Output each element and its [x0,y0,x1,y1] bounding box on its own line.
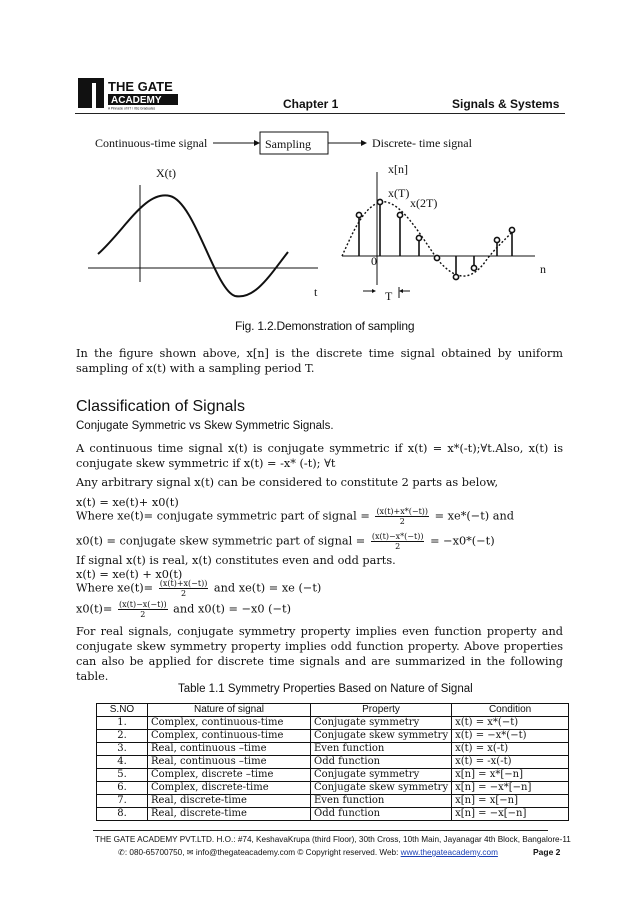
cell-sno: 1. [97,717,148,730]
cell-property: Conjugate symmetry [311,717,452,730]
cell-nature: Complex, continuous-time [148,717,311,730]
para-conjugate: A continuous time signal x(t) is conjugate symmetric if x(t) = x*(-t);∀t.Also, x(t) is conjugate skew symmetric if x(t) = -x* (-t); ∀t [76,442,563,470]
zero-label: 0 [371,254,377,268]
cell-condition: x(t) = -x(-t) [452,756,569,769]
frac-real-0-num: (x(t)−x(−t)) [118,600,167,609]
logo-tagline: A Pinnacle of IIT / IISc Graduates [108,106,156,110]
t-label: t [314,285,318,299]
frac-real-e-num: (x(t)+x(−t)) [159,579,208,588]
xn-label: x[n] [388,162,408,176]
footer-website-link[interactable]: www.thegateacademy.com [400,848,498,857]
eq-real-0-suffix: and x0(t) = −x0 (−t) [173,602,292,616]
intro-paragraph: In the figure shown above, x[n] is the discrete time signal obtained by uniform sampling of x(t) with a sampling period T. [76,347,563,375]
col-nature: Nature of signal [148,704,311,717]
cell-nature: Complex, continuous-time [148,730,311,743]
eq-decomp-2: x(t) = xe(t) + x0(t) [76,568,183,581]
discrete-label: Discrete- time signal [372,136,472,150]
symmetry-table [96,703,569,821]
T-label: T [385,289,393,303]
footer-address: THE GATE ACADEMY PVT.LTD. H.O.: #74, KeshavaKrupa (third Floor), 30th Cross, 10th Main, Jayanagar 4th Block, Bangalore-11 [95,835,571,844]
cell-nature: Complex, discrete-time [148,782,311,795]
footer-phone: ✆: 080-65700750, [118,848,185,857]
cell-nature: Complex, discrete –time [148,769,311,782]
logo-text-1: THE GATE [108,79,173,94]
table-row [97,743,569,756]
cell-property: Odd function [311,756,452,769]
cell-condition: x[n] = x[−n] [452,795,569,808]
sample-stems [356,199,514,279]
cell-condition: x(t) = x*(−t) [452,717,569,730]
table-row [97,756,569,769]
para-arbitrary: Any arbitrary signal x(t) can be considered to constitute 2 parts as below, [76,476,499,489]
eq-real-e [76,579,321,598]
footer-email: ✉ info@thegateacademy.com © Copyright reserved. Web: [186,848,399,857]
cell-condition: x[n] = −x*[−n] [452,782,569,795]
frac-e-num: (x(t)+x*(−t)) [376,507,429,516]
para-real-signals: For real signals, conjugate symmetry property implies even function property and conjugate skew symmetry property implies odd function property. Above properties can also be applied for discrete time signals and are summarized in the following table. [76,625,563,683]
chapter-label: Chapter 1 [283,97,339,111]
subsection-title: Conjugate Symmetric vs Skew Symmetric Signals. [76,420,334,432]
logo-text-2: ACADEMY [111,95,162,106]
sampling-box-label: Sampling [265,137,312,151]
frac-0-num: (x(t)−x*(−t)) [371,532,424,541]
subject-label: Signals & Systems [452,97,560,111]
cell-nature: Real, discrete-time [148,795,311,808]
cell-sno: 5. [97,769,148,782]
table-row [97,769,569,782]
eq-real-e-suffix: and xe(t) = xe (−t) [213,581,322,595]
cell-sno: 7. [97,795,148,808]
eq-real-0-prefix: x0(t)= [76,602,113,616]
table-row [97,808,569,821]
eq-decomp-1: x(t) = xe(t)+ x0(t) [76,496,179,509]
table-row [97,730,569,743]
col-condition: Condition [452,704,569,717]
col-sno: S.NO [97,704,148,717]
n-label: n [540,262,546,276]
cell-condition: x[n] = x*[−n] [452,769,569,782]
eq-real-0 [76,600,291,619]
eq-where-e [76,507,514,526]
figure-caption: Fig. 1.2.Demonstration of sampling [235,319,415,333]
frac-real-0-den: 2 [140,610,146,619]
cell-property: Odd function [311,808,452,821]
eq-where-e-prefix: Where xe(t)= conjugate symmetric part of signal = [76,509,370,523]
eq-where-0-suffix: = −x0*(−t) [430,534,495,548]
table-header-row [97,704,569,717]
cell-property: Conjugate skew symmetry [311,782,452,795]
frac-e-den: 2 [399,517,405,526]
xt-label: X(t) [156,166,176,180]
cell-sno: 4. [97,756,148,769]
eq-frac-0 [371,532,425,551]
eq-where-0 [76,532,495,551]
cell-property: Conjugate skew symmetry [311,730,452,743]
eq-where-0-prefix: x0(t) = conjugate skew symmetric part of signal = [76,534,366,548]
table-row [97,782,569,795]
frac-real-e-den: 2 [180,589,187,598]
x2T-label: x(2T) [410,196,438,210]
eq-real-line: If signal x(t) is real, x(t) constitutes even and odd parts. [76,554,396,567]
cell-condition: x(t) = x(-t) [452,743,569,756]
cell-sno: 6. [97,782,148,795]
xT-label: x(T) [388,186,410,200]
footer-rule [93,830,548,831]
cell-sno: 8. [97,808,148,821]
table-row [97,795,569,808]
cell-sno: 3. [97,743,148,756]
cell-property: Even function [311,743,452,756]
cell-condition: x[n] = −x[−n] [452,808,569,821]
cell-nature: Real, continuous –time [148,756,311,769]
cell-sno: 2. [97,730,148,743]
col-property: Property [311,704,452,717]
cell-nature: Real, discrete-time [148,808,311,821]
eq-real-e-prefix: Where xe(t)= [76,581,154,595]
table-row [97,717,569,730]
eq-where-e-suffix: = xe*(−t) and [434,509,515,523]
page-number: Page 2 [533,847,561,857]
eq-frac-real-0 [118,600,168,619]
section-title: Classification of Signals [76,398,245,415]
cell-condition: x(t) = −x*(−t) [452,730,569,743]
sampling-figure [0,0,638,320]
table-caption: Table 1.1 Symmetry Properties Based on Nature of Signal [178,683,473,695]
frac-0-den: 2 [395,542,401,551]
cell-nature: Real, continuous –time [148,743,311,756]
continuous-signal-curve [98,195,288,296]
continuous-label: Continuous-time signal [95,136,208,150]
footer-contact [118,847,498,857]
envelope-dotted [342,202,512,276]
eq-frac-e [375,507,429,526]
eq-frac-real-e [159,579,209,598]
cell-property: Conjugate symmetry [311,769,452,782]
cell-property: Even function [311,795,452,808]
